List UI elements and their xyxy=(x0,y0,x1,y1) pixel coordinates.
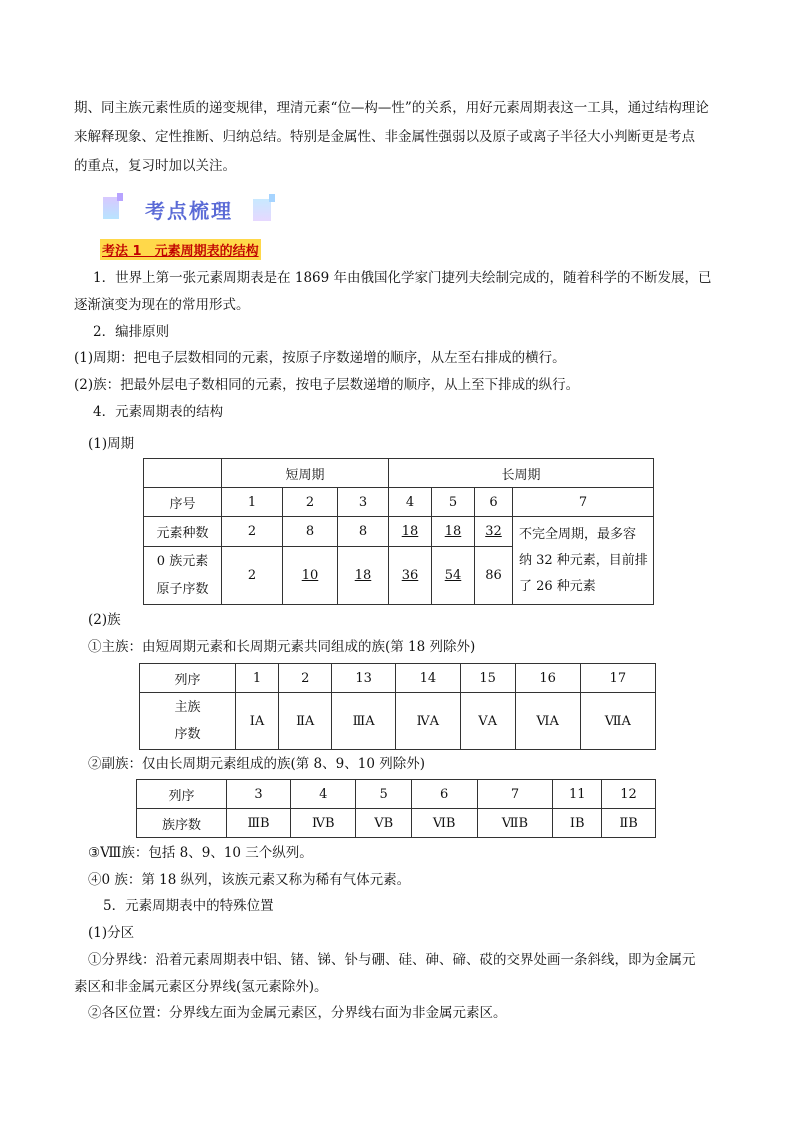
main-col-cell: 15 xyxy=(460,664,515,693)
sub-col-cell: 11 xyxy=(553,780,602,809)
main-col-cell: 16 xyxy=(515,664,580,693)
main-col-cell: 2 xyxy=(279,664,332,693)
main-row-label xyxy=(140,693,236,750)
intro-line-3: 的重点，复习时加以关注。 xyxy=(74,158,236,174)
z-cell: 86 xyxy=(475,547,513,605)
main-row-label-line-1: 主族 xyxy=(174,700,201,715)
main-col-cell: 17 xyxy=(580,664,655,693)
seq-cell: 5 xyxy=(432,488,475,517)
z-row-label-line-2: 原子序数 xyxy=(156,581,209,597)
section-title: 考点梳理 xyxy=(145,199,233,223)
method-1-title: 考法 1 元素周期表的结构 xyxy=(100,239,261,260)
main-group-cell: ⅢA xyxy=(332,693,396,750)
count-cell: 2 xyxy=(222,517,283,547)
p5-line-3: ②各区位置：分界线左面为金属元素区，分界线右面为非金属元素区。 xyxy=(88,1005,507,1021)
p2-heading: 2．编排原则 xyxy=(93,324,170,340)
count-cell: 8 xyxy=(283,517,338,547)
p5-line-1: ①分界线：沿着元素周期表中铝、锗、锑、钋与硼、硅、砷、碲、砹的交界处画一条斜线，即为金属元 xyxy=(88,952,696,968)
sub-row-label: 族序数 xyxy=(137,809,227,838)
sub-group-cell: ⅢB xyxy=(227,809,291,838)
count-cell: 18 xyxy=(432,517,475,547)
seq-cell: 7 xyxy=(513,488,654,517)
banner-decor-right-small xyxy=(269,194,275,202)
count-cell: 18 xyxy=(389,517,432,547)
intro-line-2: 来解释现象、定性推断、归纳总结。特别是金属性、非金属性强弱以及原子或离子半径大小判断更是考点 xyxy=(74,129,695,145)
sub-group-cell: ⅡB xyxy=(602,809,656,838)
sub-col-cell: 7 xyxy=(477,780,553,809)
z-cell: 54 xyxy=(432,547,475,605)
period-7-note-line: 不完全周期，最多容 xyxy=(519,526,637,542)
p2-group-rule: (2)族：把最外层电子数相同的元素，按电子层数递增的顺序，从上至下排成的纵行。 xyxy=(74,377,580,393)
p1-line-2: 逐渐演变为现在的常用形式。 xyxy=(74,297,250,313)
main-group-cell: ⅦA xyxy=(580,693,655,750)
seq-row-label: 序号 xyxy=(144,488,222,517)
z-cell: 18 xyxy=(338,547,389,605)
p5-heading: 5．元素周期表中的特殊位置 xyxy=(103,898,274,914)
z-row-label xyxy=(144,547,222,605)
period-subheading: (1)周期 xyxy=(88,436,135,452)
main-group-cell: ⅡA xyxy=(279,693,332,750)
period-7-note xyxy=(513,517,654,605)
group-0-note: ④0 族：第 18 纵列，该族元素又称为稀有气体元素。 xyxy=(88,872,411,888)
table-cell-empty xyxy=(144,459,222,488)
main-col-cell: 13 xyxy=(332,664,396,693)
z-row-label-line-1: 0 族元素 xyxy=(156,553,209,569)
main-group-cell: ⅥA xyxy=(515,693,580,750)
banner-decor-right xyxy=(253,199,271,221)
p4-heading: 4．元素周期表的结构 xyxy=(93,404,224,420)
sub-group-intro: ②副族：仅由长周期元素组成的族(第 8、9、10 列除外) xyxy=(88,756,425,772)
main-group-intro: ①主族：由短周期元素和长周期元素共同组成的族(第 18 列除外) xyxy=(88,639,476,655)
z-cell: 36 xyxy=(389,547,432,605)
long-period-header: 长周期 xyxy=(389,459,654,488)
sub-col-cell: 5 xyxy=(356,780,411,809)
main-col-cell: 1 xyxy=(236,664,279,693)
p2-period-rule: (1)周期：把电子层数相同的元素，按原子序数递增的顺序，从左至右排成的横行。 xyxy=(74,350,566,366)
sub-group-cell: ⅣB xyxy=(291,809,356,838)
section-banner xyxy=(103,191,293,223)
sub-group-cell: ⅠB xyxy=(553,809,602,838)
sub-group-cell: ⅤB xyxy=(356,809,411,838)
period-7-note-line: 了 26 种元素 xyxy=(519,578,596,594)
period-table xyxy=(143,458,654,605)
banner-decor-left-small xyxy=(117,193,123,201)
seq-cell: 3 xyxy=(338,488,389,517)
short-period-header: 短周期 xyxy=(222,459,389,488)
intro-line-1: 期、同主族元素性质的递变规律，理清元素“位—构—性”的关系，用好元素周期表这一工具，通过结构理论 xyxy=(74,100,709,116)
p1-line-1: 1．世界上第一张元素周期表是在 1869 年由俄国化学家门捷列夫绘制完成的，随着科学的不断发展，已 xyxy=(93,270,712,286)
count-cell: 32 xyxy=(475,517,513,547)
sub-group-cell: ⅥB xyxy=(411,809,477,838)
sub-col-cell: 4 xyxy=(291,780,356,809)
seq-cell: 2 xyxy=(283,488,338,517)
z-cell: 2 xyxy=(222,547,283,605)
p5-line-2: 素区和非金属元素区分界线(氢元素除外)。 xyxy=(74,979,328,995)
sub-col-cell: 12 xyxy=(602,780,656,809)
groups-subheading: (2)族 xyxy=(88,612,121,628)
main-col-cell: 14 xyxy=(395,664,460,693)
group-8-note: ③Ⅷ族：包括 8、9、10 三个纵列。 xyxy=(88,845,313,861)
sub-col-cell: 6 xyxy=(411,780,477,809)
seq-cell: 4 xyxy=(389,488,432,517)
period-7-note-line: 纳 32 种元素，目前排 xyxy=(519,552,648,568)
sub-col-cell: 3 xyxy=(227,780,291,809)
z-cell: 10 xyxy=(283,547,338,605)
main-group-cell: ⅤA xyxy=(460,693,515,750)
main-group-cell: ⅠA xyxy=(236,693,279,750)
main-group-cell: ⅣA xyxy=(395,693,460,750)
sub-col-label: 列序 xyxy=(137,780,227,809)
sub-group-table xyxy=(136,779,656,838)
seq-cell: 1 xyxy=(222,488,283,517)
main-col-label: 列序 xyxy=(140,664,236,693)
main-group-table xyxy=(139,663,656,750)
sub-group-cell: ⅦB xyxy=(477,809,553,838)
main-row-label-line-2: 序数 xyxy=(174,727,201,742)
count-cell: 8 xyxy=(338,517,389,547)
count-row-label: 元素种数 xyxy=(144,517,222,547)
seq-cell: 6 xyxy=(475,488,513,517)
p5-subheading: (1)分区 xyxy=(88,925,135,941)
